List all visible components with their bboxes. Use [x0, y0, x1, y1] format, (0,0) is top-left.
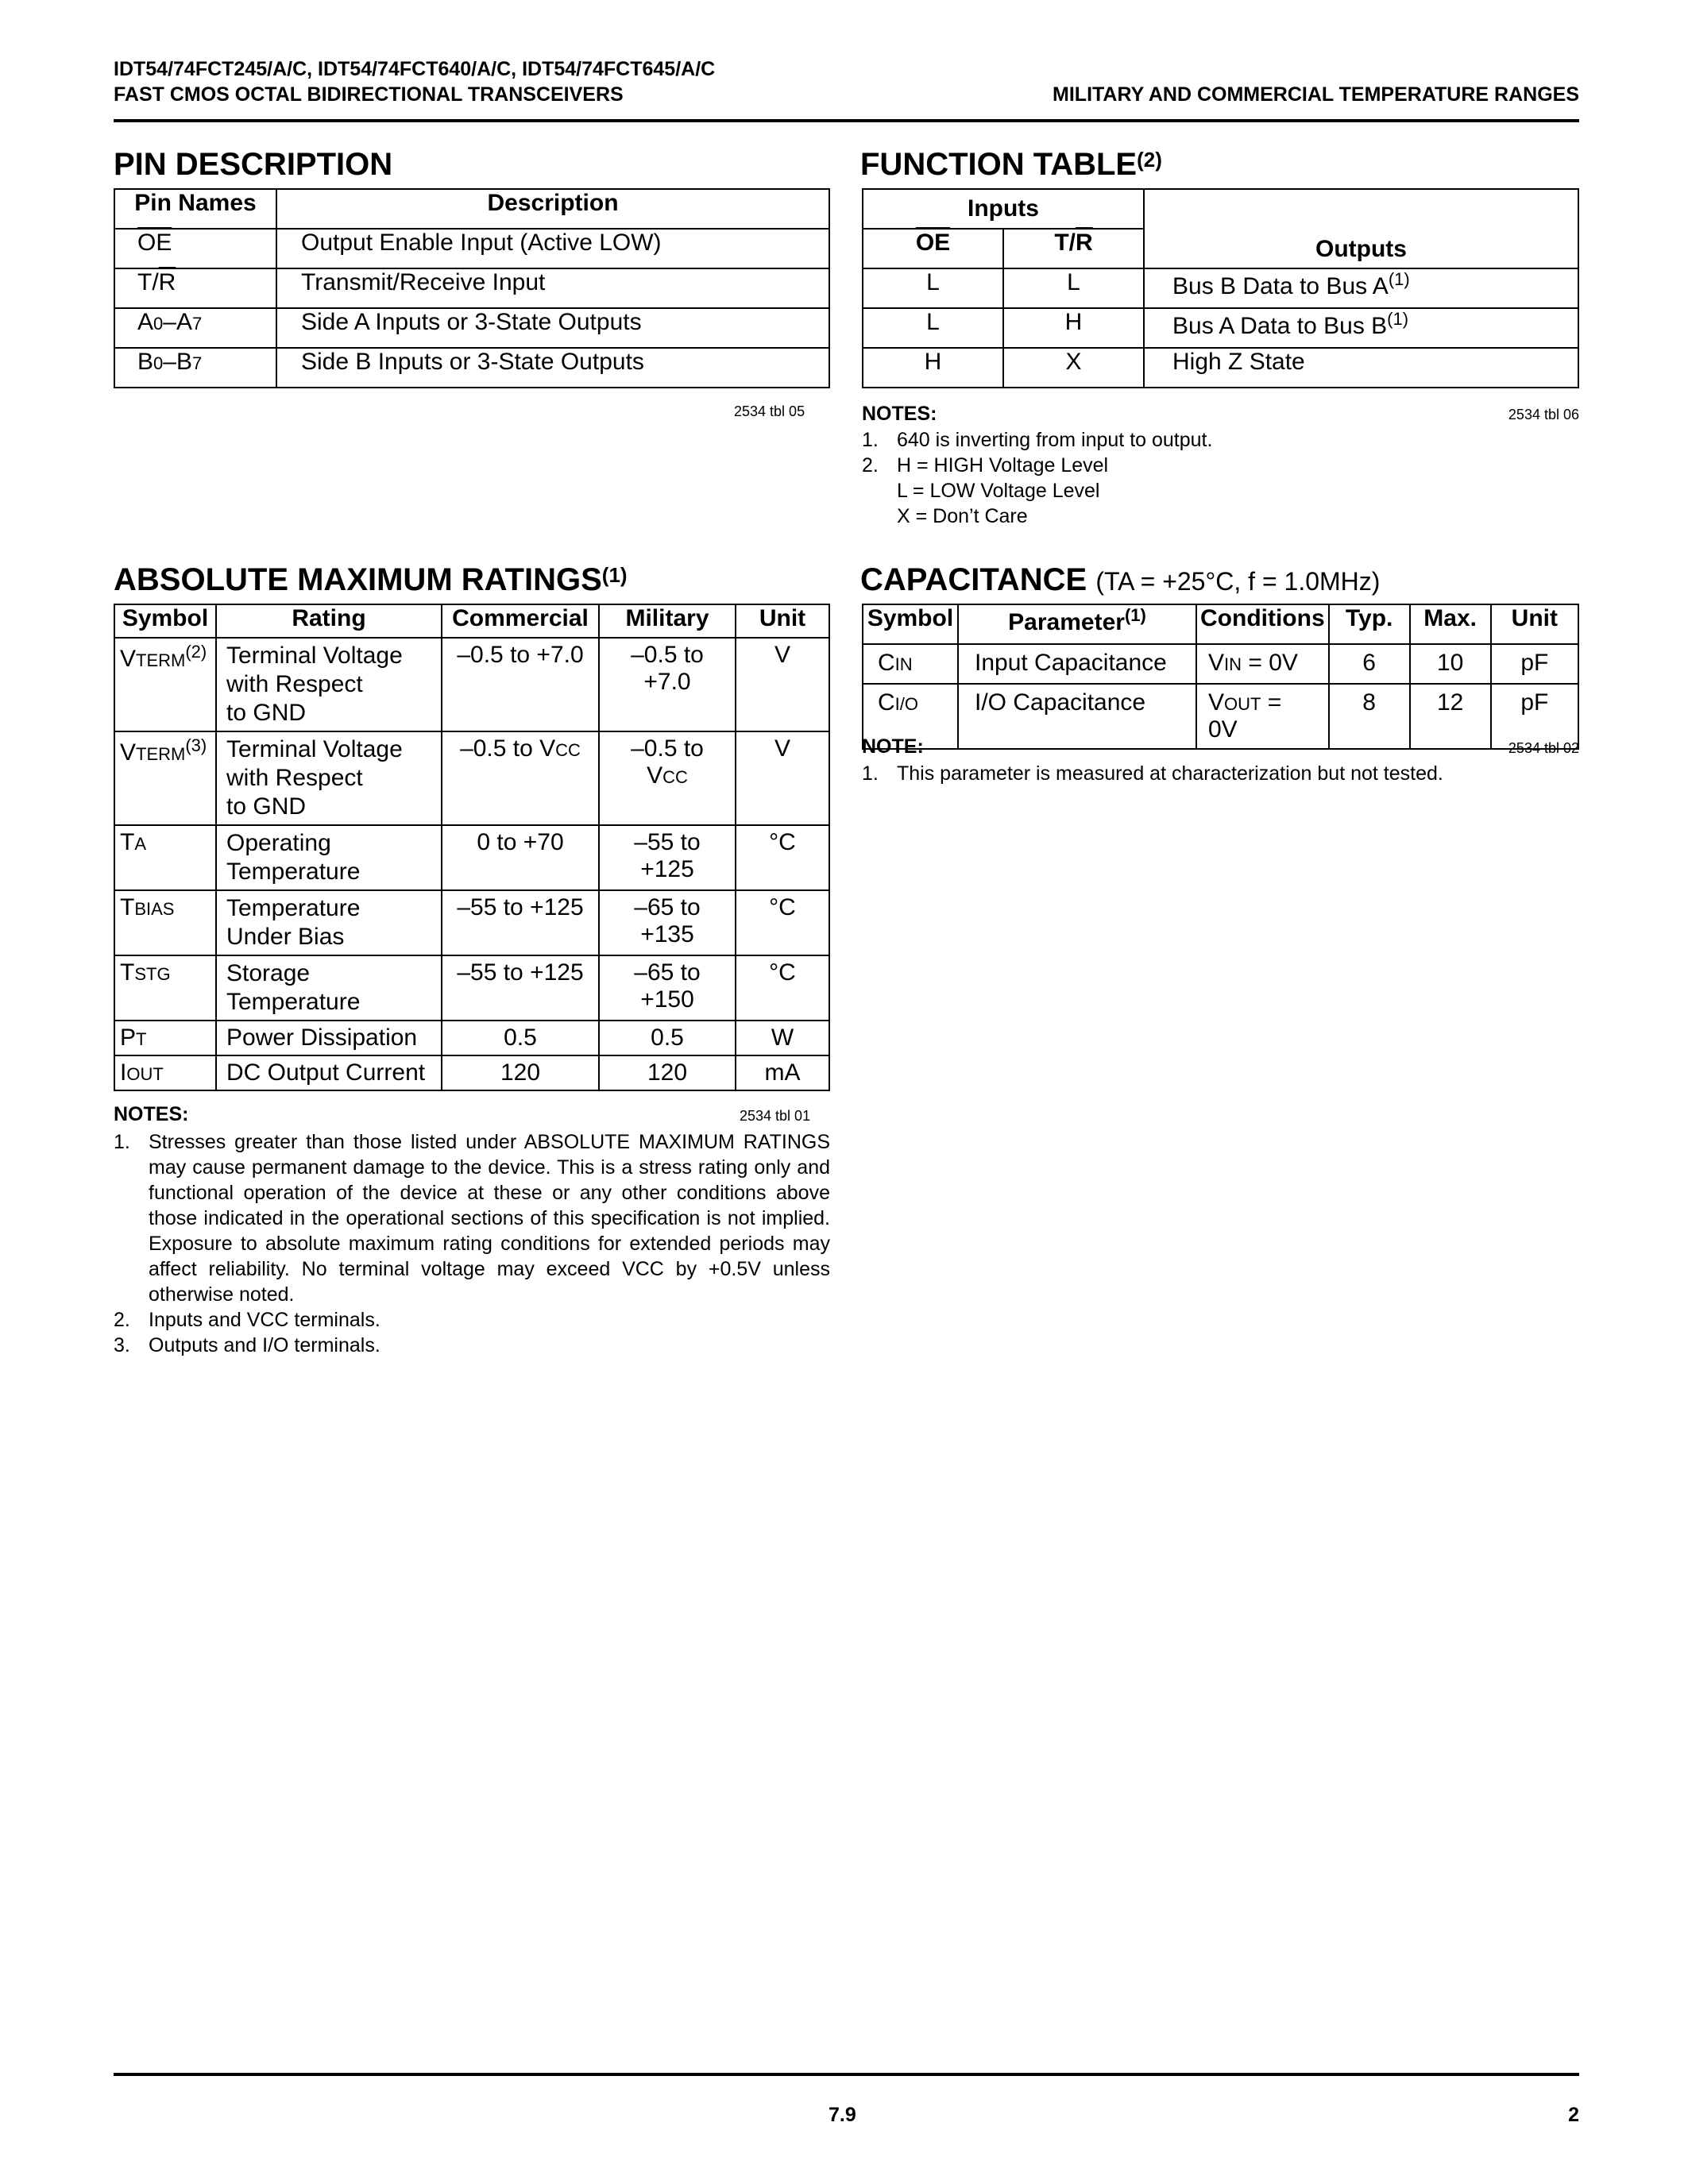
abs-max-tbl-ref: 2534 tbl 01 — [740, 1108, 811, 1124]
cell-military: –65 to +135 — [599, 890, 736, 955]
cell-commercial: –55 to +125 — [442, 955, 599, 1021]
table-row — [114, 825, 829, 890]
cell-oe: H — [863, 348, 1003, 388]
table-row — [114, 955, 829, 1021]
cell-unit: pF — [1491, 644, 1578, 684]
header-line2: FAST CMOS OCTAL BIDIRECTIONAL TRANSCEIVERS — [114, 83, 624, 106]
table-row — [863, 644, 1578, 684]
page-number: 2 — [1568, 2104, 1579, 2126]
col-military: Military — [599, 604, 736, 638]
pin-name: B0–B7 — [114, 348, 276, 388]
pin-desc: Transmit/Receive Input — [276, 268, 829, 308]
cell-unit: V — [736, 638, 829, 731]
col-rating: Rating — [216, 604, 442, 638]
table-row — [114, 1021, 829, 1055]
abs-max-table — [114, 604, 830, 1091]
capacitance-table — [862, 604, 1579, 750]
cell-unit: pF — [1491, 684, 1578, 749]
cell-rating: Storage Temperature — [216, 955, 442, 1021]
col-parameter: Parameter$^{(1)}$ — [958, 604, 1196, 644]
col-description: Description — [276, 189, 829, 229]
abs-max-title: ABSOLUTE MAXIMUM RATINGS$^{(1)}$ — [114, 562, 628, 597]
cell-output: High Z State — [1144, 348, 1578, 388]
cell-tr: L — [1003, 268, 1144, 308]
pin-name: $T/\overline{R}$ — [114, 268, 276, 308]
abs-max-note-2: Inputs and VCC terminals. — [149, 1309, 380, 1331]
cell-military: –0.5 to VCC — [599, 731, 736, 825]
cell-rating: DC Output Current — [216, 1055, 442, 1090]
col-oe: $\overline{OE}$ — [915, 230, 951, 256]
cell-symbol: CI/O — [863, 684, 958, 749]
cell-rating: Terminal Voltage with Respect to GND — [216, 731, 442, 825]
cell-typ: 6 — [1329, 644, 1410, 684]
col-pin-names: Pin Names — [114, 189, 276, 229]
cell-commercial: –55 to +125 — [442, 890, 599, 955]
abs-max-notes: 1. Stresses greater than those listed under ABSOLUTE MAXIMUM RATINGS may cause permanent damage to the device. This is a stress rating only and functional operation of the device at these or any other conditions above those indicated in the operational sections of this specification is not implied. Exposure to absolute maximum rating conditions for extended periods may affect reliability. No terminal voltage may exceed VCC by +0.5V unless otherwise noted. 2. Inputs and VCC terminals. 3. Outputs and I/O terminals. — [114, 1131, 830, 1356]
table-row — [863, 348, 1578, 388]
cell-unit: °C — [736, 825, 829, 890]
cell-unit: °C — [736, 955, 829, 1021]
cell-unit: V — [736, 731, 829, 825]
cell-max: 12 — [1410, 684, 1491, 749]
cell-symbol: IOUT — [114, 1055, 216, 1090]
col-unit: Unit — [736, 604, 829, 638]
cell-tr: H — [1003, 308, 1144, 348]
cell-symbol: PT — [114, 1021, 216, 1055]
cell-oe: L — [863, 268, 1003, 308]
header-line1: IDT54/74FCT245/A/C, IDT54/74FCT640/A/C, IDT54/74FCT645/A/C — [114, 58, 716, 80]
cell-output: Bus B Data to Bus $A^{(1)}$ — [1144, 268, 1578, 308]
cell-symbol: TBIAS — [114, 890, 216, 955]
function-tbl-ref: 2534 tbl 06 — [1508, 407, 1579, 423]
header-rule — [114, 119, 1579, 122]
cell-parameter: I/O Capacitance — [958, 684, 1196, 749]
table-row — [114, 1055, 829, 1090]
pin-desc: Side B Inputs or 3-State Outputs — [276, 348, 829, 388]
cell-typ: 8 — [1329, 684, 1410, 749]
cell-symbol: TSTG — [114, 955, 216, 1021]
cell-tr: X — [1003, 348, 1144, 388]
cell-unit: °C — [736, 890, 829, 955]
table-row — [863, 268, 1578, 308]
cell-commercial: 0.5 — [442, 1021, 599, 1055]
col-symbol: Symbol — [863, 604, 958, 644]
abs-max-notes-label: NOTES: — [114, 1103, 189, 1125]
table-row — [114, 268, 829, 308]
col-conditions: Conditions — [1196, 604, 1329, 644]
pin-desc: Side A Inputs or 3-State Outputs — [276, 308, 829, 348]
cell-unit: mA — [736, 1055, 829, 1090]
cell-military: –55 to +125 — [599, 825, 736, 890]
cell-military: –0.5 to +7.0 — [599, 638, 736, 731]
capacitance-notes: 1. This parameter is measured at characterization but not tested. — [862, 762, 1443, 785]
cell-conditions: VOUT = 0V — [1196, 684, 1329, 749]
abs-max-note-3: Outputs and I/O terminals. — [149, 1334, 380, 1356]
cell-unit: W — [736, 1021, 829, 1055]
table-row — [114, 638, 829, 731]
capacitance-title: CAPACITANCE (TA = +25°C, f = 1.0MHz) — [860, 562, 1381, 597]
function-notes: 1. 640 is inverting from input to output. 2. H = HIGH Voltage Level L = LOW Voltage Level X = Don’t Care — [862, 429, 1213, 527]
cell-military: 120 — [599, 1055, 736, 1090]
cell-military: 0.5 — [599, 1021, 736, 1055]
pin-description-title: PIN DESCRIPTION — [114, 147, 393, 182]
col-commercial: Commercial — [442, 604, 599, 638]
abs-max-note-1: Stresses greater than those listed under ABSOLUTE MAXIMUM RATINGS may cause permanent damage to the device. This is a stress rating only and functional operation of the device at these or any other conditions above those indicated in the operational sections of this specification is not implied. Exposure to absolute maximum rating conditions for extended periods may affect reliability. No terminal voltage may exceed VCC by +0.5V unless otherwise noted. — [149, 1131, 830, 1306]
cell-commercial: –0.5 to VCC — [442, 731, 599, 825]
col-tr: $T/\overline{R}$ — [1003, 229, 1144, 268]
col-max: Max. — [1410, 604, 1491, 644]
table-row — [114, 229, 829, 268]
capacitance-notes-label: NOTE: — [862, 735, 924, 758]
table-row — [114, 890, 829, 955]
function-table — [862, 188, 1579, 388]
table-row — [114, 348, 829, 388]
cell-rating: Temperature Under Bias — [216, 890, 442, 955]
footer-rule — [114, 2073, 1579, 2076]
cell-commercial: 0 to +70 — [442, 825, 599, 890]
pin-desc: Output Enable Input (Active LOW) — [276, 229, 829, 268]
pin-name: $\overline{OE}$ — [137, 230, 172, 256]
cell-symbol: CIN — [863, 644, 958, 684]
cell-symbol: VTERM$^{(2)}$ — [114, 638, 216, 731]
cell-rating: Operating Temperature — [216, 825, 442, 890]
cell-symbol: TA — [114, 825, 216, 890]
pin-description-tbl-ref: 2534 tbl 05 — [734, 403, 805, 419]
cell-max: 10 — [1410, 644, 1491, 684]
cell-commercial: –0.5 to +7.0 — [442, 638, 599, 731]
cell-parameter: Input Capacitance — [958, 644, 1196, 684]
table-row — [114, 731, 829, 825]
header-right: MILITARY AND COMMERCIAL TEMPERATURE RANGES — [1053, 83, 1579, 106]
pin-name: A0–A7 — [114, 308, 276, 348]
function-notes-label: NOTES: — [862, 403, 937, 425]
col-unit: Unit — [1491, 604, 1578, 644]
col-typ: Typ. — [1329, 604, 1410, 644]
cell-symbol: VTERM$^{(3)}$ — [114, 731, 216, 825]
cell-military: –65 to +150 — [599, 955, 736, 1021]
cell-output: Bus A Data to Bus $B^{(1)}$ — [1144, 308, 1578, 348]
table-row — [863, 684, 1578, 749]
col-inputs: Inputs — [863, 189, 1144, 229]
cell-commercial: 120 — [442, 1055, 599, 1090]
cell-conditions: VIN = 0V — [1196, 644, 1329, 684]
cell-rating: Power Dissipation — [216, 1021, 442, 1055]
table-row — [114, 308, 829, 348]
col-symbol: Symbol — [114, 604, 216, 638]
footer-section: 7.9 — [829, 2104, 856, 2126]
pin-description-table — [114, 188, 830, 388]
cell-oe: L — [863, 308, 1003, 348]
cell-rating: Terminal Voltage with Respect to GND — [216, 638, 442, 731]
function-table-title: FUNCTION TABLE$^{(2)}$ — [860, 147, 1162, 182]
table-row — [863, 308, 1578, 348]
col-outputs: Outputs — [1144, 189, 1578, 268]
capacitance-tbl-ref: 2534 tbl 02 — [1508, 740, 1579, 756]
